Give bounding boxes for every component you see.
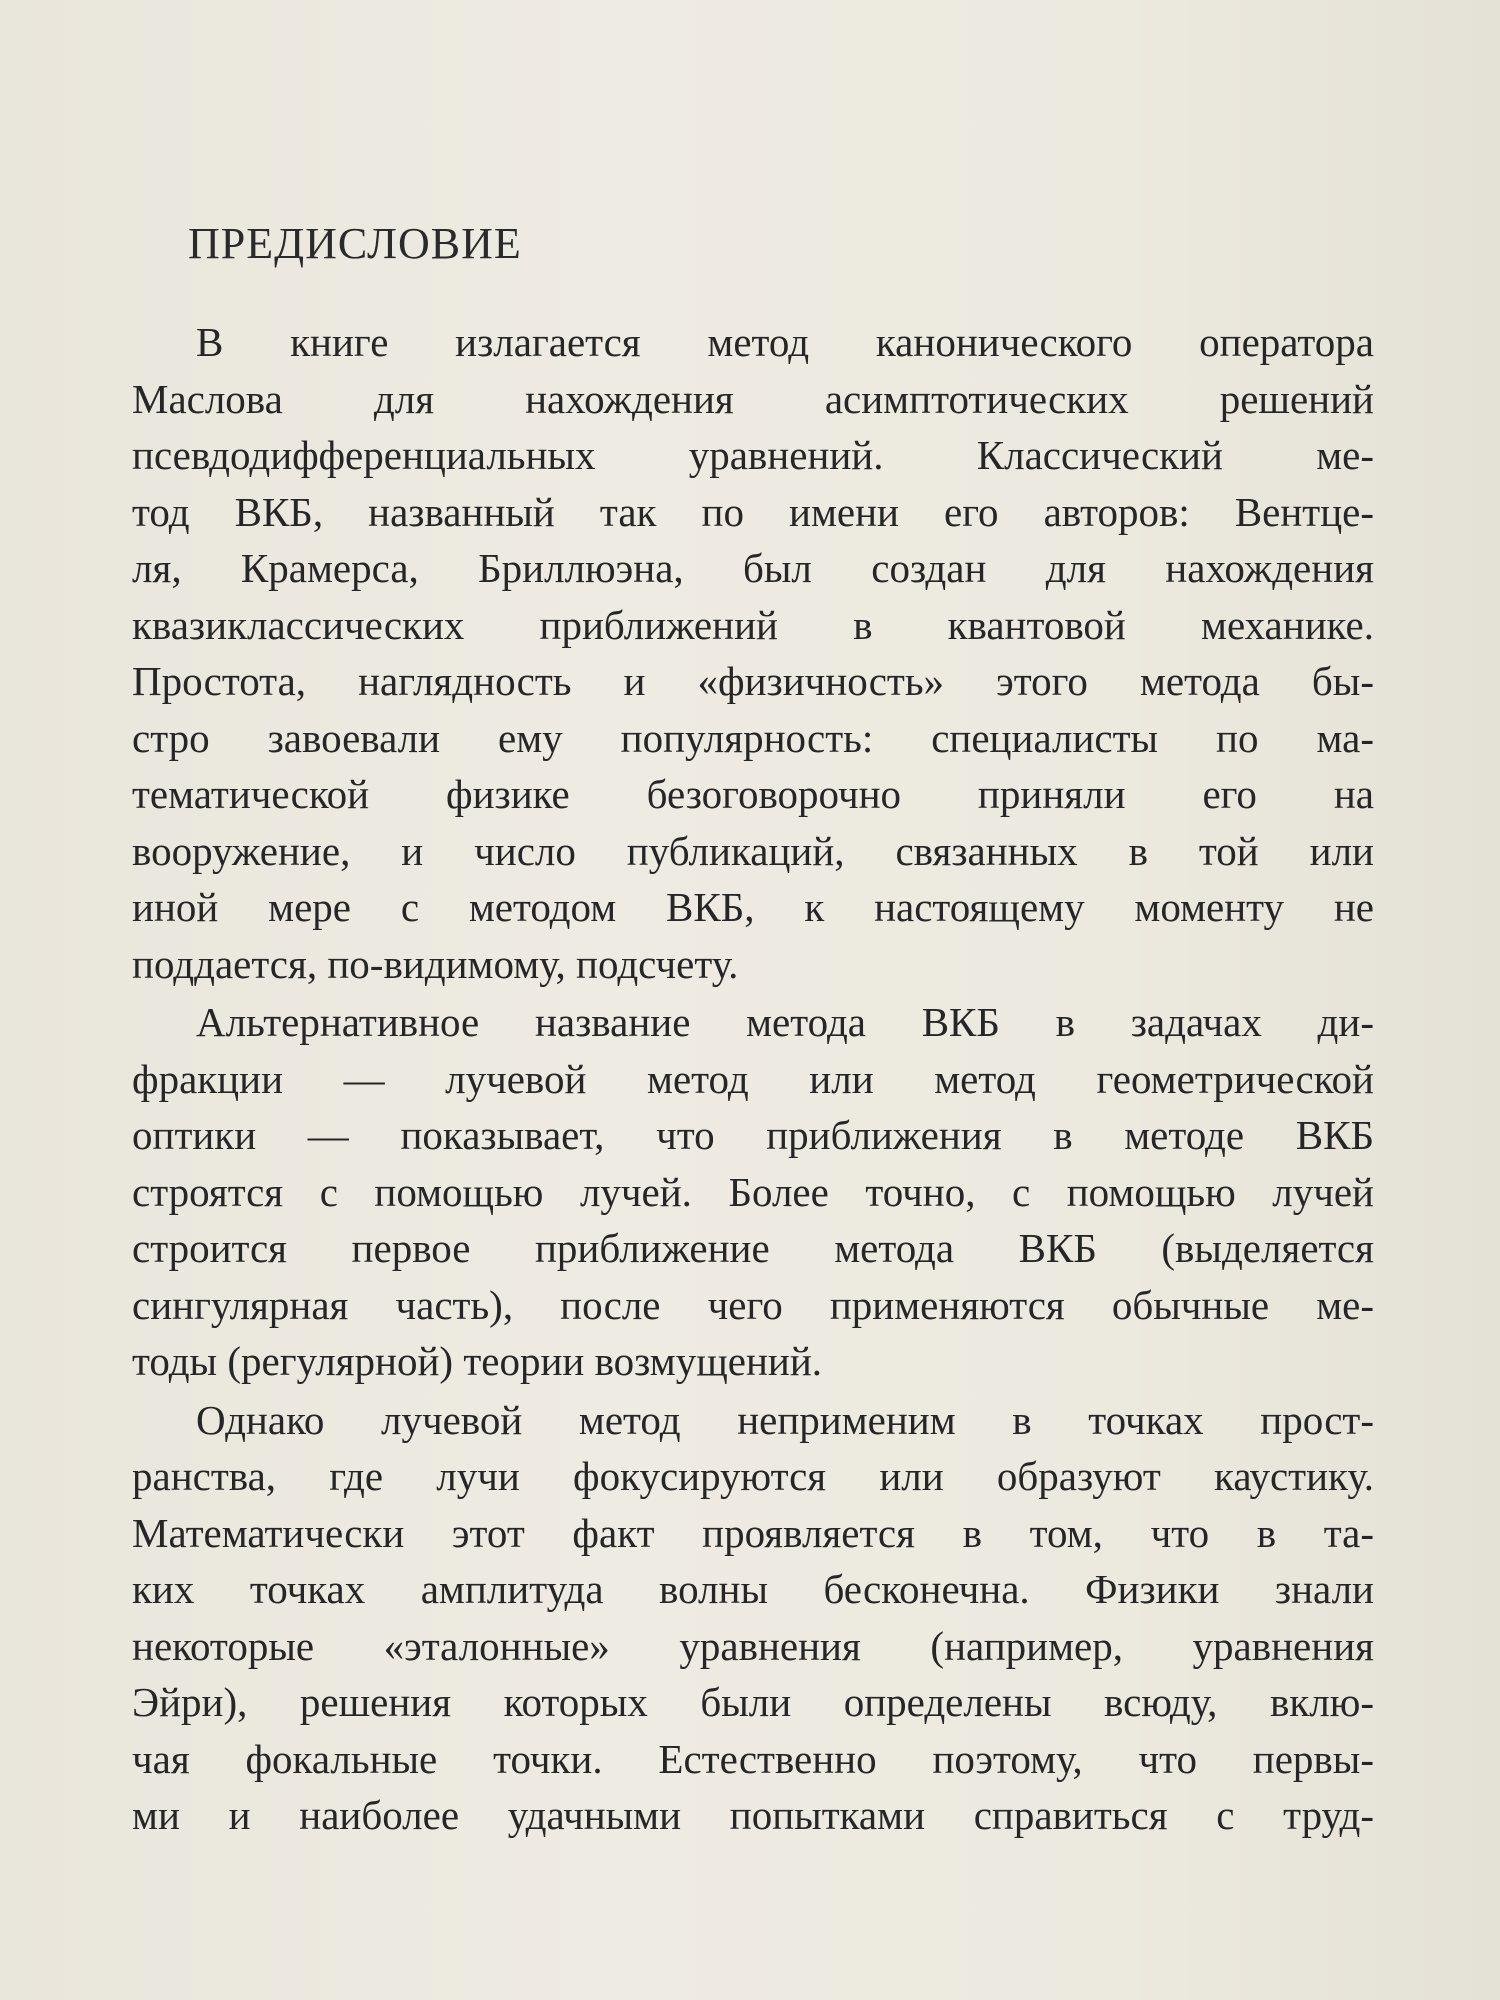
text-line: ми и наиболее удачными попытками справиться с труд-: [132, 1792, 1374, 1838]
paragraph-3: [132, 1392, 1374, 1844]
body-text: [132, 314, 1374, 1846]
text-line: Альтернативное название метода ВКБ в задачах ди-: [196, 999, 1374, 1045]
text-line: ких точках амплитуда волны бесконечна. Физики знали: [132, 1566, 1374, 1612]
text-line: ранства, где лучи фокусируются или образуют каустику.: [132, 1453, 1374, 1499]
text-line: квазиклассических приближений в квантовой механике.: [132, 601, 1374, 648]
text-line: оптики — показывает, что приближения в методе ВКБ: [132, 1112, 1374, 1158]
text-line: чая фокальные точки. Естественно поэтому, что первы-: [132, 1735, 1374, 1782]
text-line: Математически этот факт проявляется в том, что в та-: [132, 1509, 1374, 1556]
text-line: Однако лучевой метод неприменим в точках прост-: [196, 1396, 1374, 1443]
text-line: иной мере с методом ВКБ, к настоящему моменту не: [132, 884, 1374, 930]
text-line: поддается, по-видимому, подсчету.: [132, 940, 739, 987]
text-line: некоторые «эталонные» уравнения (например, уравнения: [132, 1622, 1374, 1669]
text-line: строятся с помощью лучей. Более точно, с помощью лучей: [132, 1168, 1374, 1215]
text-line: тод ВКБ, названный так по имени его авторов: Вентце-: [132, 488, 1374, 535]
text-line: вооружение, и число публикаций, связанных в той или: [132, 827, 1374, 874]
page-heading: ПРЕДИСЛОВИЕ: [188, 219, 522, 268]
text-line: ля, Крамерса, Бриллюэна, был создан для нахождения: [132, 545, 1374, 591]
text-line: Маслова для нахождения асимптотических решений: [132, 375, 1374, 422]
paragraph-2: [132, 994, 1374, 1390]
text-line: фракции — лучевой метод или метод геометрической: [132, 1055, 1374, 1102]
text-line: Простота, наглядность и «физичность» этого метода бы-: [132, 658, 1374, 704]
paragraph-1: [132, 314, 1374, 992]
text-line: псевдодифференциальных уравнений. Классический ме-: [132, 432, 1374, 478]
text-line: Эйри), решения которых были определены всюду, вклю-: [132, 1679, 1374, 1725]
text-line: строится первое приближение метода ВКБ (выделяется: [132, 1225, 1374, 1271]
text-line: стро завоевали ему популярность: специалисты по ма-: [132, 714, 1374, 761]
text-line: тоды (регулярной) теории возмущений.: [132, 1338, 823, 1384]
text-line: В книге излагается метод канонического оператора: [196, 319, 1374, 365]
text-line: сингулярная часть), после чего применяются обычные ме-: [132, 1281, 1374, 1328]
text-line: тематической физике безоговорочно приняли его на: [132, 771, 1374, 817]
